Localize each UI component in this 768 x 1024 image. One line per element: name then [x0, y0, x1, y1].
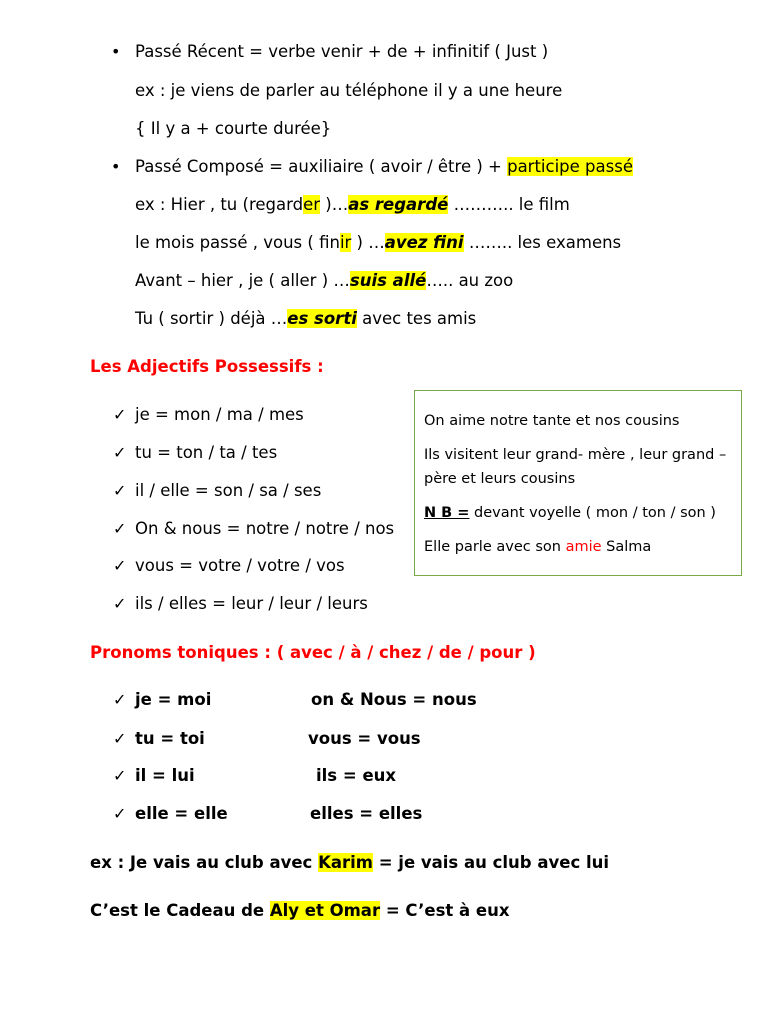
adjectif-item: vous = votre / votre / vos: [135, 556, 345, 575]
bullet-dot: •: [111, 157, 121, 176]
name-highlight: Karim: [318, 853, 373, 872]
answer-highlight: as regardé: [348, 195, 449, 214]
pc-example-2: [135, 232, 621, 254]
passe-recent-example: ex : je viens de parler au téléphone il y a une heure: [135, 81, 563, 100]
example-text: = C’est à eux: [380, 901, 510, 920]
note-text: Salma: [601, 539, 652, 555]
nb-text: devant voyelle ( mon / ton / son ): [469, 505, 716, 521]
note-line: père et leurs cousins: [424, 471, 576, 487]
pc-example-3: [135, 270, 513, 292]
adjectif-item: je = mon / ma / mes: [135, 405, 304, 424]
example-text: = je vais au club avec lui: [372, 853, 610, 872]
check-icon: ✓: [113, 804, 127, 823]
pronom-left: elle = elle: [135, 804, 228, 823]
verb-ending-highlight: ir: [339, 233, 352, 252]
check-icon: ✓: [113, 556, 127, 575]
example-text: le mois passé , vous ( fin: [135, 233, 340, 252]
check-icon: ✓: [113, 594, 127, 613]
check-icon: ✓: [113, 690, 127, 709]
example-text: ……….. le film: [448, 195, 570, 214]
note-line: On aime notre tante et nos cousins: [424, 413, 680, 429]
pc-example-4: [135, 308, 476, 330]
check-icon: ✓: [113, 519, 127, 538]
check-icon: ✓: [113, 405, 127, 424]
red-word: amie: [565, 539, 602, 555]
rule-text: Passé Composé = auxiliaire ( avoir / être ) +: [135, 157, 508, 176]
passe-compose-rule: [135, 156, 633, 178]
example-text: ex : Hier , tu (regard: [135, 195, 304, 214]
example-text: ) …: [351, 233, 385, 252]
pronom-right: on & Nous = nous: [311, 690, 477, 709]
note-nb-line: [424, 503, 716, 523]
nb-label: N B =: [424, 505, 470, 521]
example-text: avec tes amis: [356, 309, 477, 328]
participe-passe-highlight: participe passé: [507, 157, 633, 176]
example-text: )…: [320, 195, 349, 214]
bullet-dot: •: [111, 42, 121, 61]
name-highlight: Aly et Omar: [269, 901, 381, 920]
passe-recent-note: { Il y a + courte durée}: [135, 119, 332, 138]
adjectif-item: il / elle = son / sa / ses: [135, 481, 322, 500]
pronom-left: il = lui: [135, 766, 195, 785]
note-line: [424, 537, 651, 557]
pronom-right: vous = vous: [308, 729, 421, 748]
example-text: C’est le Cadeau de: [90, 901, 270, 920]
adjectif-item: tu = ton / ta / tes: [135, 443, 278, 462]
pronom-right: elles = elles: [310, 804, 423, 823]
example-note-box: [414, 390, 742, 576]
answer-highlight: suis allé: [349, 271, 427, 290]
answer-highlight: es sorti: [287, 309, 357, 328]
example-text: ex : Je vais au club avec: [90, 853, 319, 872]
example-text: Avant – hier , je ( aller ) …: [135, 271, 350, 290]
note-text: Elle parle avec son: [424, 539, 566, 555]
pronoms-heading: Pronoms toniques : ( avec / à / chez / de / pour ): [90, 643, 536, 662]
pronom-right: ils = eux: [316, 766, 397, 785]
passe-recent-rule: Passé Récent = verbe venir + de + infinitif ( Just ): [135, 42, 549, 61]
check-icon: ✓: [113, 729, 127, 748]
pronom-left: tu = toi: [135, 729, 205, 748]
check-icon: ✓: [113, 443, 127, 462]
answer-highlight: avez fini: [384, 233, 464, 252]
adjectif-item: ils / elles = leur / leur / leurs: [135, 594, 368, 613]
bottom-example-2: [90, 900, 510, 922]
bottom-example-1: [90, 852, 609, 874]
check-icon: ✓: [113, 766, 127, 785]
check-icon: ✓: [113, 481, 127, 500]
note-line: Ils visitent leur grand- mère , leur grand –: [424, 447, 727, 463]
verb-ending-highlight: er: [303, 195, 321, 214]
adjectifs-heading: Les Adjectifs Possessifs :: [90, 357, 324, 376]
example-text: …….. les examens: [463, 233, 622, 252]
example-text: ….. au zoo: [426, 271, 514, 290]
pronom-left: je = moi: [135, 690, 212, 709]
example-text: Tu ( sortir ) déjà …: [135, 309, 288, 328]
adjectif-item: On & nous = notre / notre / nos: [135, 519, 395, 538]
pc-example-1: [135, 194, 570, 216]
